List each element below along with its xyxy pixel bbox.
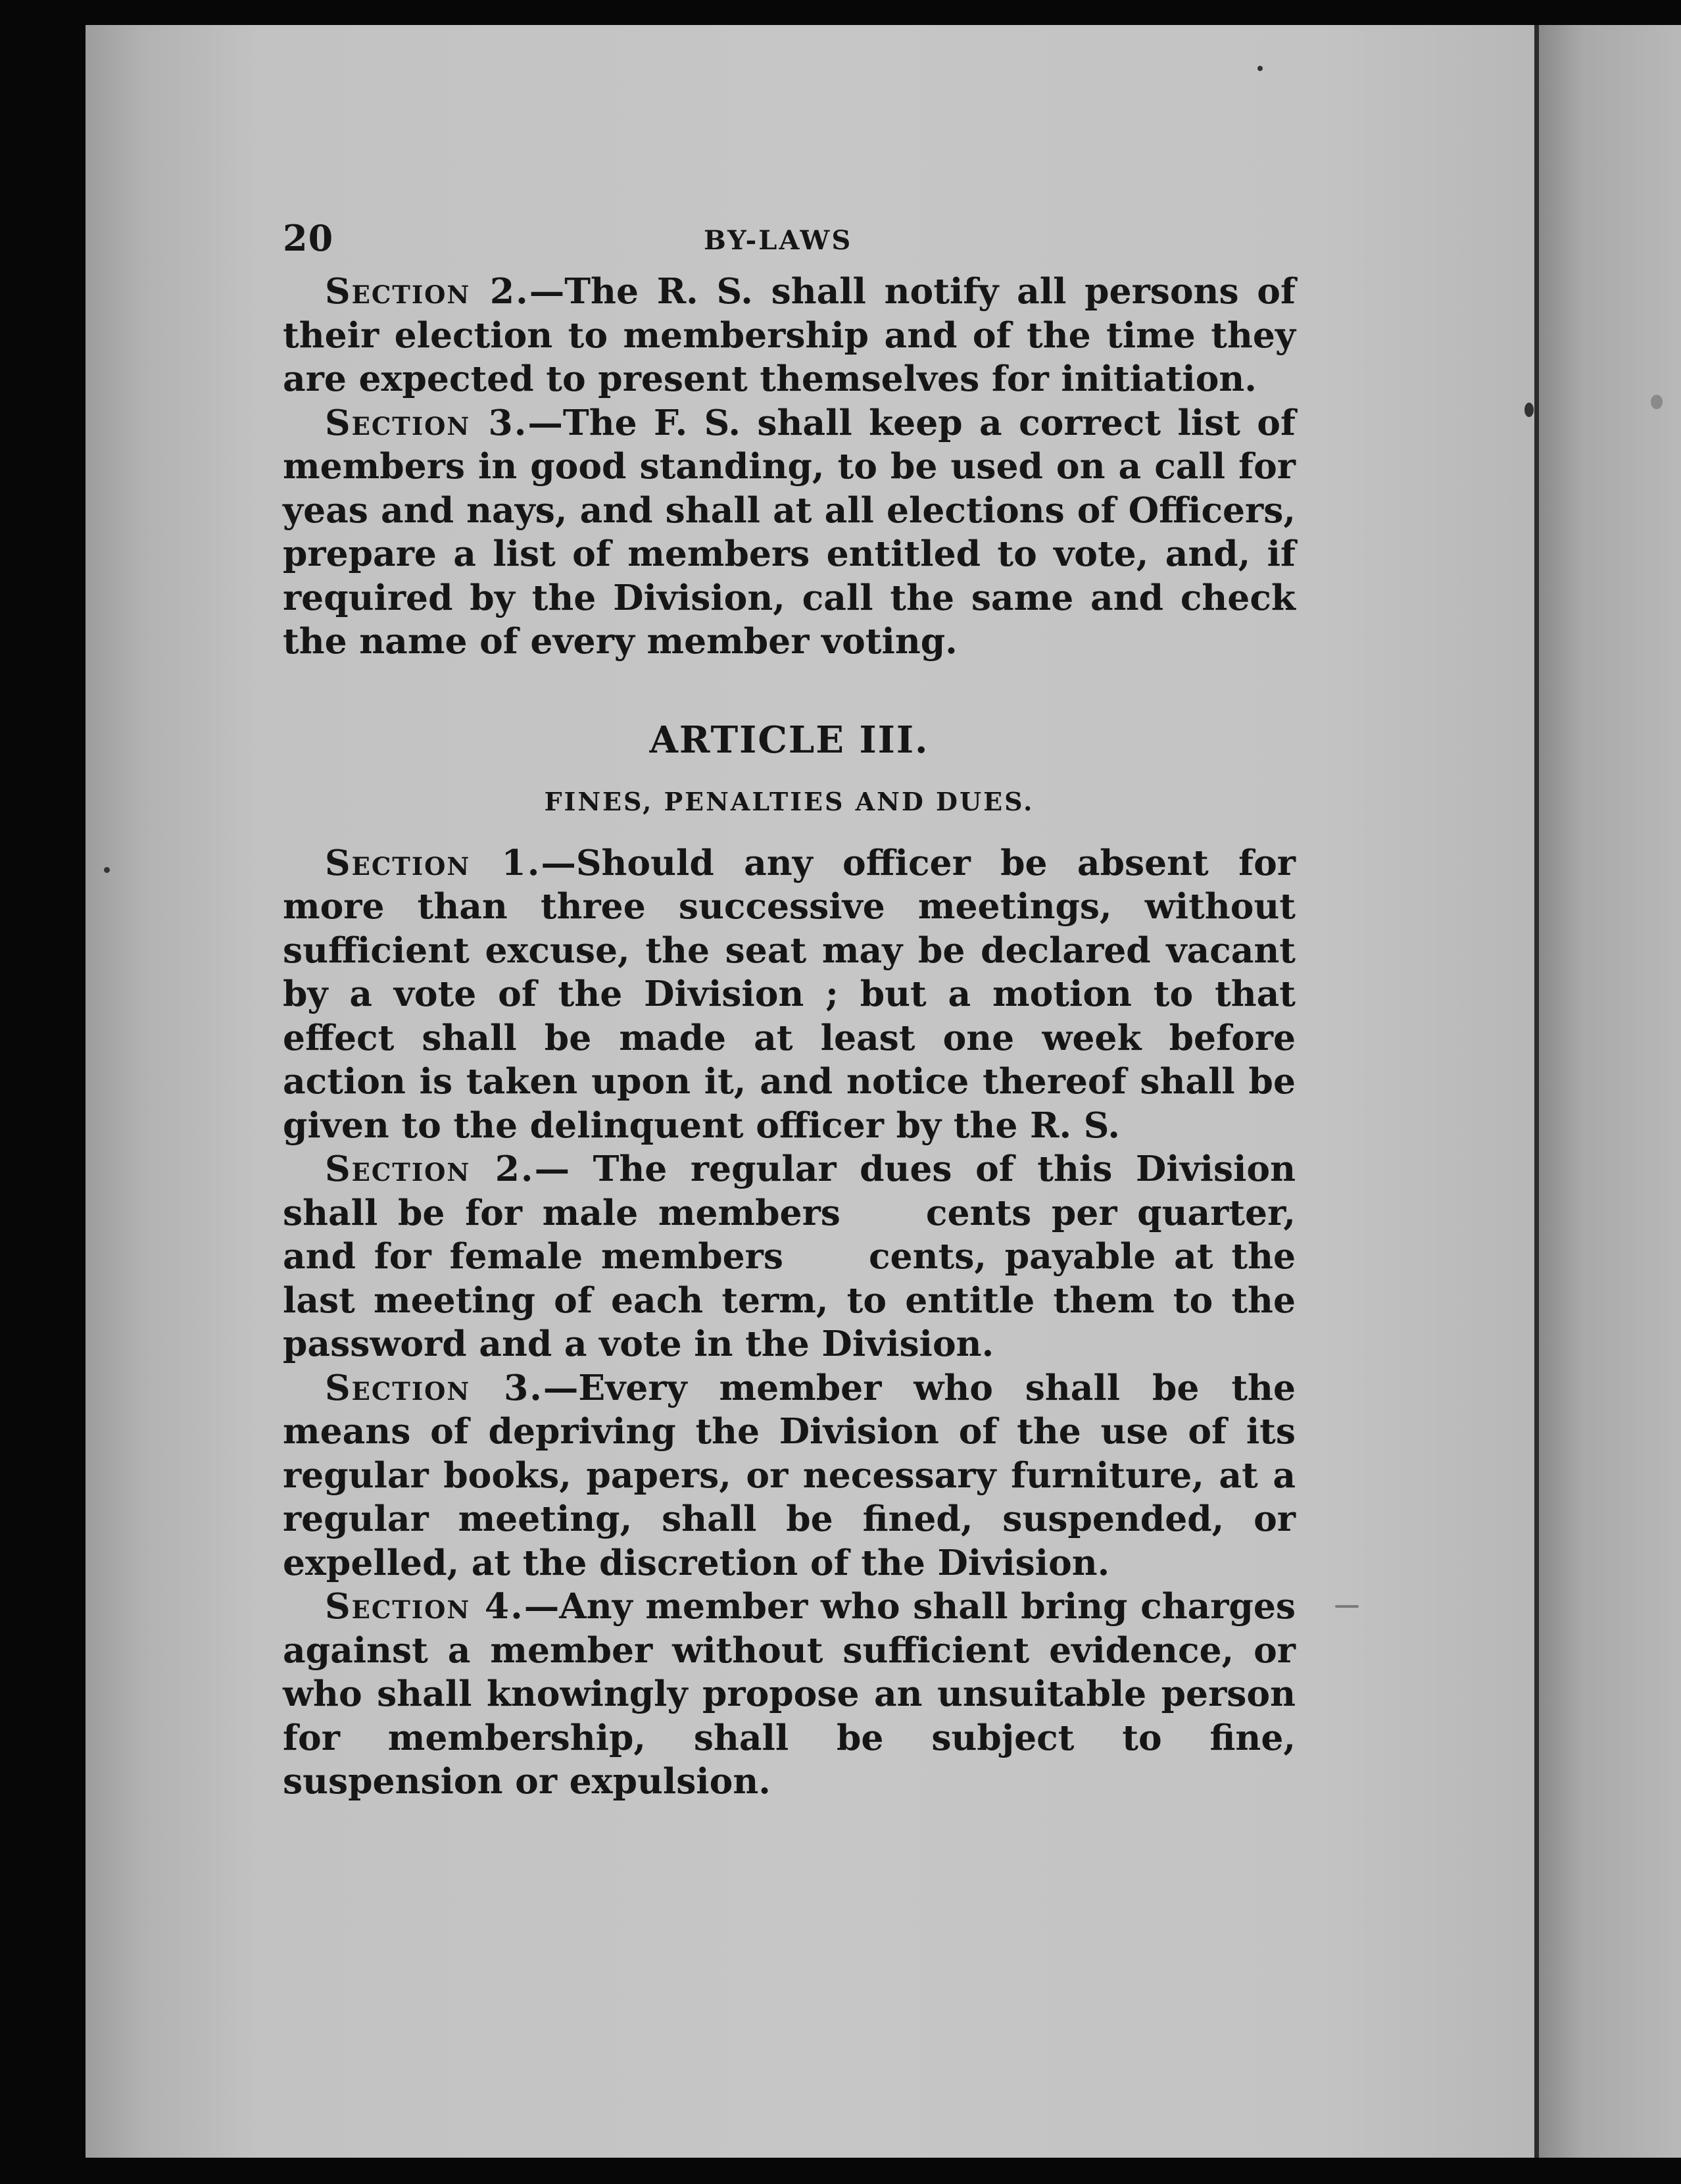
scan-speck [1335, 1605, 1359, 1608]
running-head [283, 217, 1296, 270]
section-text: —Every member who shall be the means of depriving the Division of the use of its regular books, papers, or necessary furniture, at a regular meeting, shall be fined, suspended, or expelled, at the discretion of the Division. [283, 1366, 1296, 1583]
section-text: —The R. S. shall notify all persons of their election to membership and of the time they are expected to present themselves for initiation. [283, 270, 1296, 399]
section-paragraph [283, 270, 1296, 401]
article-subtitle: FINES, PENALTIES AND DUES. [544, 786, 1035, 816]
scan-speck [1651, 395, 1663, 409]
page-text [283, 217, 1296, 1804]
section-text: —Any member who shall bring charges against a member without sufficient evidence, or who shall knowingly propose an unsuitable person for membership, shall be subject to fine, suspension or expulsion. [283, 1585, 1296, 1802]
section-label: Section 1. [325, 841, 541, 883]
section-text: cents per quarter, and for female members [283, 1191, 1296, 1277]
section-text: —The F. S. shall keep a correct list of members in good standing, to be used on a call for yeas and nays, and shall at all elections of Officers, prepare a list of members entitled to vote, and, if required by the Division, call the same and check the name of every member voting. [283, 401, 1296, 662]
scan-speck [1257, 66, 1263, 71]
section-label: Section 2. [325, 270, 529, 312]
section-label: Section 3. [325, 401, 528, 443]
scan-speck [1524, 403, 1534, 417]
section-paragraph [283, 1585, 1296, 1804]
section-text: — The regular dues of this Division shall be for male members [283, 1148, 1296, 1233]
section-label: Section 2. [325, 1148, 535, 1189]
page-number: 20 [283, 217, 334, 259]
article-title: ARTICLE III. [649, 718, 929, 762]
section-label: Section 3. [325, 1366, 543, 1408]
running-head-title: BY-LAWS [704, 225, 853, 256]
section-paragraph [283, 841, 1296, 1148]
section-paragraph [283, 1366, 1296, 1585]
page-gutter [1534, 25, 1539, 2158]
section-label: Section 4. [325, 1585, 524, 1627]
section-text: —Should any officer be absent for more than three successive meetings, without sufficient excuse, the seat may be declared vacant by a vote of the Division ; but a motion to that effect shall be made at least one week before action is taken upon it, and notice thereof shall be given to the delinquent officer by the R. S. [283, 841, 1296, 1146]
section-paragraph [283, 401, 1296, 664]
scan-speck [104, 867, 110, 873]
section-paragraph [283, 1147, 1296, 1366]
section-text: cents, payable at the last meeting of each term, to entitle them to the password and a vote in the Division. [283, 1235, 1296, 1364]
facing-page-edge [1539, 25, 1681, 2158]
